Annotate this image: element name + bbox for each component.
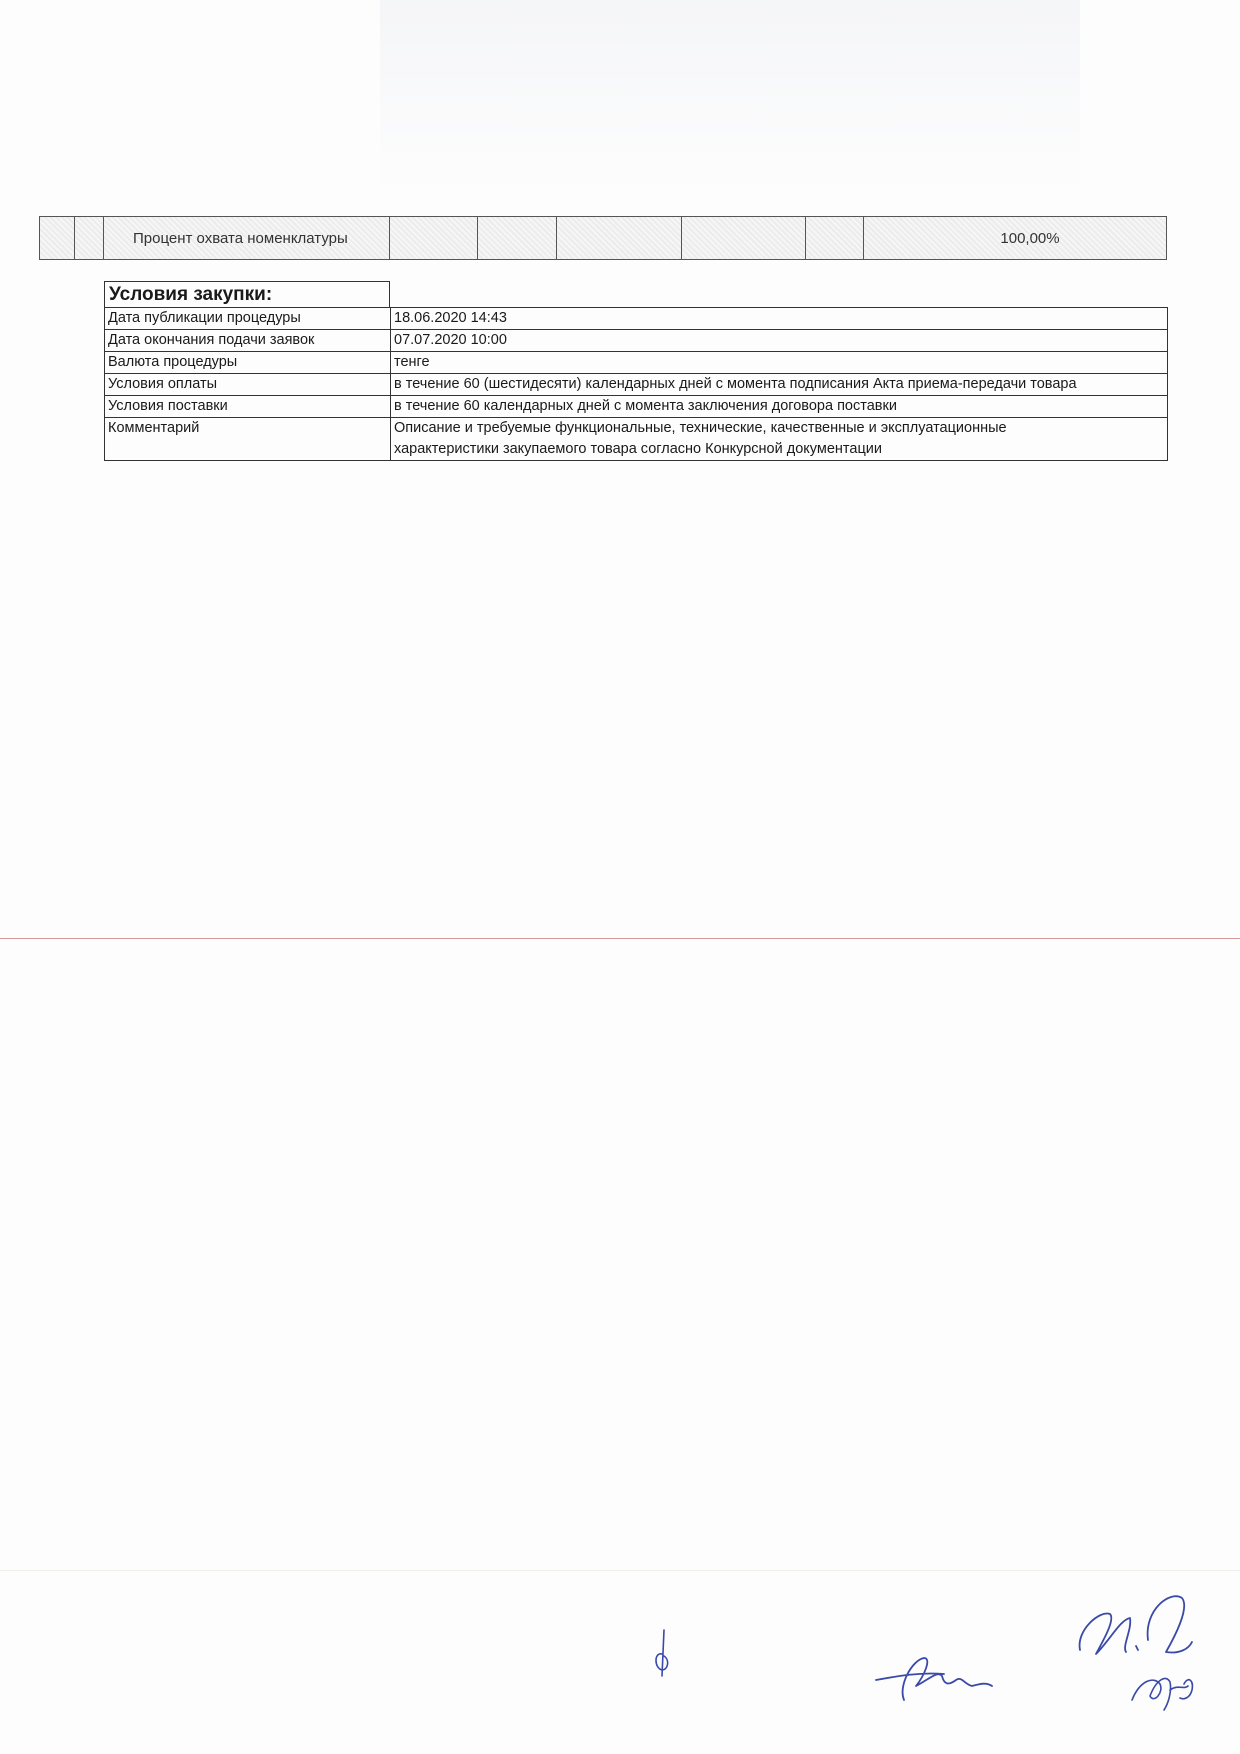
conditions-header	[104, 281, 1168, 307]
coverage-row	[39, 216, 1167, 260]
coverage-cell-empty	[390, 217, 478, 259]
coverage-label: Процент охвата номенклатуры	[104, 217, 390, 259]
comment-line-1: Описание и требуемые функциональные, технические, качественные и эксплуатационные	[394, 420, 1007, 436]
table-row	[105, 308, 1168, 330]
row-label: Комментарий	[105, 418, 391, 461]
row-label: Дата публикации процедуры	[105, 308, 391, 330]
table-row	[105, 330, 1168, 352]
table-row	[105, 418, 1168, 461]
row-value: в течение 60 календарных дней с момента заключения договора поставки	[391, 396, 1168, 418]
row-label: Дата окончания подачи заявок	[105, 330, 391, 352]
row-label: Условия поставки	[105, 396, 391, 418]
table-row	[105, 374, 1168, 396]
row-label: Валюта процедуры	[105, 352, 391, 374]
table-row	[105, 352, 1168, 374]
row-value: 18.06.2020 14:43	[391, 308, 1168, 330]
coverage-cell-empty	[478, 217, 557, 259]
coverage-cell-empty	[557, 217, 682, 259]
row-value: в течение 60 (шестидесяти) календарных дней с момента подписания Акта приема-передачи товара	[391, 374, 1168, 396]
signature-icon	[648, 1628, 678, 1680]
coverage-value: 100,00%	[1000, 229, 1060, 247]
table-row	[105, 396, 1168, 418]
signature-icon	[1070, 1580, 1220, 1720]
coverage-cell-empty	[682, 217, 806, 259]
row-value	[391, 418, 1168, 461]
row-value: 07.07.2020 10:00	[391, 330, 1168, 352]
procurement-conditions	[104, 281, 1168, 461]
conditions-table	[104, 307, 1168, 461]
row-label: Условия оплаты	[105, 374, 391, 396]
coverage-cell-empty	[75, 217, 104, 259]
coverage-cell-empty	[40, 217, 75, 259]
signature-icon	[868, 1640, 1028, 1710]
page-fold-line	[0, 938, 1240, 939]
coverage-cell-empty	[806, 217, 864, 259]
scan-line	[0, 1570, 1240, 1571]
row-value: тенге	[391, 352, 1168, 374]
conditions-title: Условия закупки:	[104, 281, 390, 307]
scan-artifact	[380, 0, 1080, 190]
comment-line-2: характеристики закупаемого товара согласно Конкурсной документации	[394, 441, 882, 457]
